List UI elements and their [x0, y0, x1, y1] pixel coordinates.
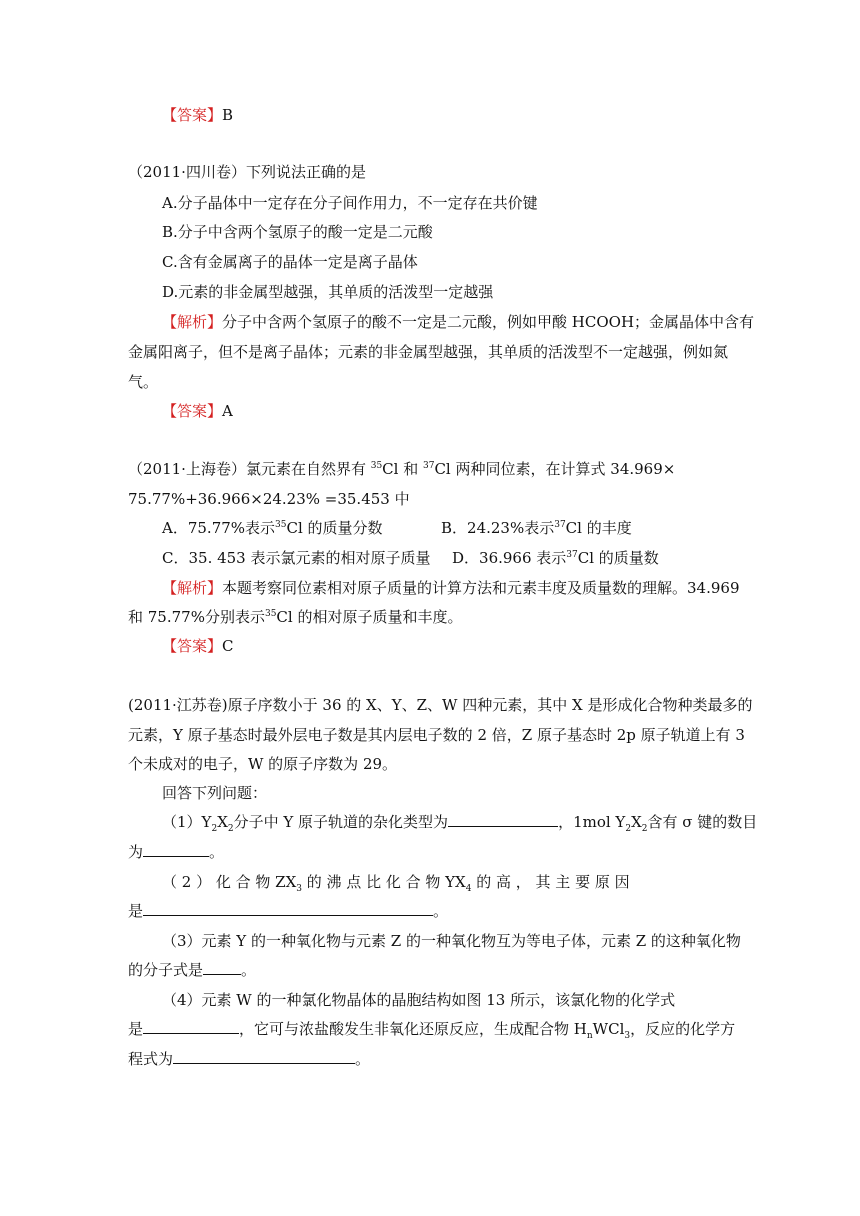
q3-stem-line1: (2011·江苏卷)原子序数小于 36 的 X、Y、Z、W 四种元素，其中 X 是形成化合物种类最多的	[128, 696, 753, 714]
q1-option-b: B.分子中含两个氢原子的酸一定是二元酸	[162, 223, 433, 241]
answer-blank[interactable]	[173, 1049, 355, 1064]
q2-analysis-line1: 【解析】本题考察同位素相对原子质量的计算方法和元素丰度及质量数的理解。34.969	[162, 579, 740, 597]
answer-value: B	[222, 106, 234, 124]
q3-stem-line3: 个未成对的电子，W 的原子序数为 29。	[128, 755, 398, 773]
q3-part1-line1: $(1)Y_2X_2$分子中 Y 原子轨道的杂化类型为 ，1mol $Y_2X_2$含有 σ 键的数目	[162, 813, 758, 834]
q3-part3-line1: （3）元素 Y 的一种氧化物与元素 Z 的一种氧化物互为等电子体，元素 Z 的这种氧化物	[162, 932, 741, 950]
answer-value: A	[222, 402, 233, 420]
q3-stem-line2: 元素，Y 原子基态时最外层电子数是其内层电子数的 2 倍，Z 原子基态时 2p 原子轨道上有 3	[128, 726, 745, 744]
q1-stem: （2011·四川卷）下列说法正确的是	[128, 163, 366, 181]
q3-part4-line1: （4）元素 W 的一种氯化物晶体的晶胞结构如图 13 所示，该氯化物的化学式	[162, 991, 676, 1009]
q1-analysis-line2: 金属阳离子，但不是离子晶体；元素的非金属型越强，其单质的活泼型不一定越强，例如氮	[128, 343, 729, 361]
answer-blank[interactable]	[448, 812, 558, 827]
q1-analysis-line3: 气。	[128, 373, 159, 391]
prev-answer	[162, 105, 233, 125]
q3-part1-line2: 为 。	[128, 843, 225, 861]
q1-answer	[162, 401, 233, 421]
q2-option-b: B．24.23%表示$^{37}$Cl 的丰度	[441, 519, 632, 537]
q3-part2-line2: 是 。	[128, 902, 449, 920]
q2-answer	[162, 636, 234, 656]
q2-option-c: C．35. 453 表示氯元素的相对原子质量	[162, 549, 431, 567]
answer-label: 【答案】	[162, 106, 223, 124]
q1-analysis-line1: 【解析】分子中含两个氢原子的酸不一定是二元酸，例如甲酸 HCOOH；金属晶体中含有	[162, 313, 755, 331]
analysis-label: 【解析】	[162, 579, 223, 597]
answer-blank[interactable]	[143, 1019, 239, 1034]
answer-label: 【答案】	[162, 637, 223, 655]
q3-part2-line1: （ 2 ） 化 合 物 $ZX_3$ 的 沸 点 比 化 合 物 $YX_4$ 的 高 ， 其 主 要 原 因	[162, 873, 630, 894]
analysis-label: 【解析】	[162, 313, 223, 331]
q3-prompt: 回答下列问题：	[162, 784, 268, 802]
answer-blank[interactable]	[203, 960, 241, 975]
answer-label: 【答案】	[162, 402, 223, 420]
q3-part4-line3: 程式为 。	[128, 1050, 371, 1068]
q1-option-d: D.元素的非金属型越强，其单质的活泼型一定越强	[162, 283, 494, 301]
q2-option-a: A．75.77%表示$^{35}$Cl 的质量分数	[162, 519, 383, 537]
q2-stem-line2: 75.77%+36.966×24.23% =35.453 中	[128, 490, 410, 508]
q2-analysis-line2: 和 75.77%分别表示$^{35}$Cl 的相对原子质量和丰度。	[128, 608, 463, 626]
q2-stem-line1: （2011·上海卷）氯元素在自然界有 $^{35}$Cl 和 $^{37}$Cl 两种同位素，在计算式 34.969×	[128, 460, 676, 478]
q3-part4-line2: 是 ，它可与浓盐酸发生非氧化还原反应，生成配合物 $H_nWCl_3$，反应的化学方	[128, 1020, 736, 1041]
answer-value: C	[222, 637, 234, 655]
q2-option-d: D．36.966 表示$^{37}$Cl 的质量数	[452, 549, 659, 567]
q1-option-c: C.含有金属离子的晶体一定是离子晶体	[162, 253, 418, 271]
answer-blank[interactable]	[143, 901, 433, 916]
q3-part3-line2: 的分子式是 。	[128, 961, 257, 979]
answer-blank[interactable]	[143, 842, 209, 857]
q1-option-a: A.分子晶体中一定存在分子间作用力，不一定存在共价键	[162, 194, 538, 212]
